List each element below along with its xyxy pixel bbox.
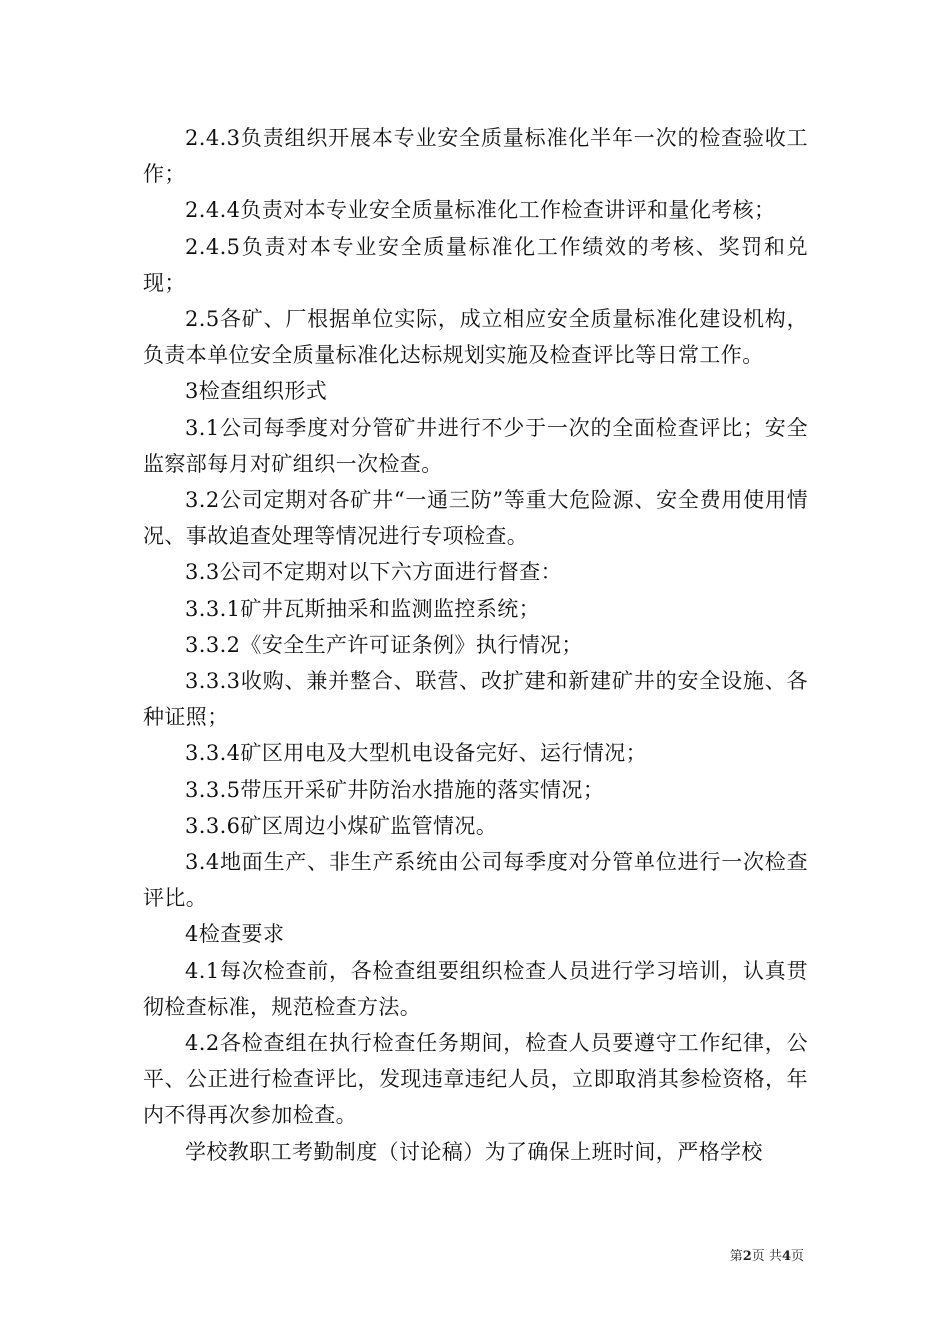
paragraph-2-4-5: 2.4.5负责对本专业安全质量标准化工作绩效的考核、奖罚和兑现； xyxy=(143,234,808,295)
paragraph-3-4: 3.4地面生产、非生产系统由公司每季度对分管单位进行一次检查评比。 xyxy=(143,850,808,911)
paragraph-4-1: 4.1每次检查前，各检查组要组织检查人员进行学习培训，认真贯彻检查标准，规范检查方法。 xyxy=(143,958,808,1019)
paragraph-3-3-4: 3.3.4矿区用电及大型机电设备完好、运行情况； xyxy=(185,741,648,766)
paragraph-3-3-2: 3.3.2《安全生产许可证条例》执行情况； xyxy=(185,632,583,657)
footer-current-page: 2 xyxy=(742,1249,752,1264)
page-number-footer xyxy=(730,1248,804,1266)
document-body xyxy=(143,120,808,1170)
footer-total-pages: 4 xyxy=(781,1249,791,1264)
paragraph-3-3-3: 3.3.3收购、兼并整合、联营、改扩建和新建矿井的安全设施、各种证照； xyxy=(143,669,808,730)
paragraph-3-3-1: 3.3.1矿井瓦斯抽采和监测监控系统； xyxy=(185,596,541,621)
paragraph-2-5: 2.5各矿、厂根据单位实际，成立相应安全质量标准化建设机构，负责本单位安全质量标准化达标规划实施及检查评比等日常工作。 xyxy=(143,307,808,368)
paragraph-3-3-5: 3.3.5带压开采矿井防治水措施的落实情况； xyxy=(185,777,605,802)
paragraph-2-4-4: 2.4.4负责对本专业安全质量标准化工作检查讲评和量化考核； xyxy=(185,198,776,223)
section-heading-4: 4检查要求 xyxy=(185,922,285,947)
paragraph-3-3: 3.3公司不定期对以下六方面进行督查： xyxy=(185,560,562,585)
footer-suffix: 页 xyxy=(790,1249,804,1264)
footer-prefix: 第 xyxy=(729,1249,743,1264)
paragraph-2-4-3: 2.4.3负责组织开展本专业安全质量标准化半年一次的检查验收工作； xyxy=(143,126,808,187)
paragraph-4-2: 4.2各检查组在执行检查任务期间，检查人员要遵守工作纪律，公平、公正进行检查评比，发现违章违纪人员，立即取消其参检资格，年内不得再次参加检查。 xyxy=(143,1031,808,1128)
footer-middle: 页 共 xyxy=(751,1249,782,1264)
paragraph-3-3-6: 3.3.6矿区周边小煤矿监管情况。 xyxy=(185,813,498,838)
paragraph-3-2: 3.2公司定期对各矿井“一通三防”等重大危险源、安全费用使用情况、事故追查处理等情况进行专项检查。 xyxy=(143,488,808,549)
paragraph-3-1: 3.1公司每季度对分管矿井进行不少于一次的全面检查评比；安全监察部每月对矿组织一次检查。 xyxy=(143,415,808,476)
paragraph-attendance-intro: 学校教职工考勤制度（讨论稿）为了确保上班时间，严格学校 xyxy=(185,1139,763,1164)
section-heading-3: 3检查组织形式 xyxy=(185,379,328,404)
